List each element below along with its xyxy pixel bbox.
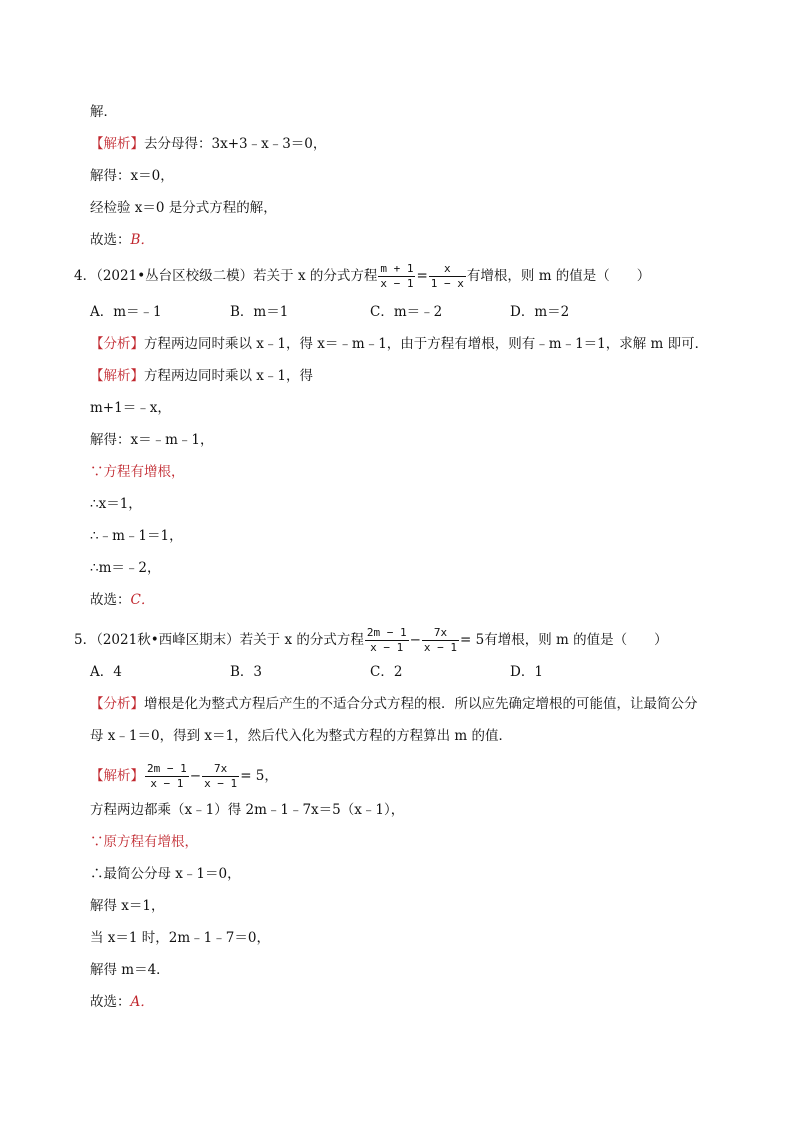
answer-prefix: 故选： (90, 232, 131, 248)
answer-line (90, 590, 154, 610)
fraction-numerator: x (429, 262, 466, 277)
question-4-stem (74, 262, 650, 291)
fraction (422, 626, 459, 655)
answer-line (90, 992, 154, 1012)
fenxi-text: 方程两边同时乘以 x﹣1，得 x＝﹣m﹣1，由于方程有增根，则有﹣m﹣1＝1，求解 m 即可． (144, 336, 709, 352)
fraction-denominator: x − 1 (380, 277, 414, 290)
step-line: 当 x＝1 时，2m﹣1﹣7＝0， (90, 930, 270, 946)
fraction-denominator: x − 1 (150, 777, 184, 790)
option-d: D．1 (510, 664, 543, 680)
jiexi-line (90, 366, 313, 386)
equals-sign: = (416, 268, 428, 284)
step-line: ∴﹣m﹣1＝1， (90, 528, 183, 544)
option-c: C．m＝﹣2 (370, 304, 443, 320)
jiexi-tag: 【解析】 (90, 136, 144, 152)
option-c: C．2 (370, 664, 403, 680)
fraction-denominator: 1 − x (430, 277, 464, 290)
jiexi-text: 方程两边同时乘以 x﹣1，得 (144, 368, 313, 384)
step-line: 解得 x＝1， (90, 898, 165, 914)
answer-choice: A． (130, 994, 154, 1010)
fraction-numerator: 2m − 1 (366, 626, 407, 639)
step-line: ∴m＝﹣2， (90, 560, 161, 576)
option-a: A．m＝﹣1 (90, 304, 162, 320)
step-line: 方程两边都乘（x﹣1）得 2m﹣1﹣7x＝5（x﹣1）， (90, 802, 405, 818)
question-4-options (90, 302, 650, 322)
question-5-suffix: 有增根，则 m 的值是（ ） (484, 632, 668, 648)
equals-five: = 5， (240, 768, 278, 784)
answer-prefix: 故选： (90, 994, 131, 1010)
fraction (202, 762, 239, 791)
analysis-text: 去分母得：3x+3﹣x﹣3＝0， (144, 136, 327, 152)
jiexi-line (90, 762, 278, 791)
jiexi-tag: 【解析】 (90, 368, 144, 384)
fraction-denominator: x − 1 (204, 777, 238, 790)
fraction-numerator: m + 1 (380, 262, 414, 275)
option-b: B．m＝1 (230, 304, 289, 320)
minus-sign: − (409, 632, 421, 648)
fraction-numerator: 2m − 1 (147, 762, 187, 775)
fraction-denominator: x − 1 (370, 641, 404, 654)
fenxi-text: 增根是化为整式方程后产生的不适合分式方程的根．所以应先确定增根的可能值，让最简公分 (144, 696, 698, 712)
equals-five: = 5 (460, 632, 485, 648)
question-5-options (90, 662, 650, 682)
step-line: m+1＝﹣x， (90, 400, 171, 416)
step-line: ∴x＝1， (90, 496, 142, 512)
text-line: 解． (90, 104, 117, 120)
fenxi-tag: 【分析】 (90, 696, 144, 712)
fraction (429, 262, 466, 291)
question-5-prefix: 5．（2021秋•西峰区期末）若关于 x 的分式方程 (74, 632, 364, 648)
question-4-prefix: 4．（2021•丛台区校级二模）若关于 x 的分式方程 (74, 268, 378, 284)
fenxi-line-continued: 母 x﹣1＝0，得到 x＝1，然后代入化为整式方程的方程算出 m 的值． (90, 728, 512, 744)
jiexi-tag: 【解析】 (90, 768, 144, 784)
fraction-numerator: 7x (422, 626, 459, 641)
question-4-suffix: 有增根，则 m 的值是（ ） (466, 268, 651, 284)
fenxi-line (90, 334, 708, 354)
answer-line (90, 230, 154, 250)
step-line: ∴最简公分母 x﹣1＝0， (90, 866, 241, 882)
fraction (145, 762, 189, 791)
answer-choice: B． (130, 232, 154, 248)
minus-sign: − (189, 768, 202, 784)
fenxi-tag: 【分析】 (90, 336, 144, 352)
step-line: ∵方程有增根， (90, 464, 185, 480)
step-line: ∵原方程有增根， (90, 834, 198, 850)
option-a: A．4 (90, 664, 122, 680)
answer-choice: C． (130, 592, 155, 608)
fraction-numerator: 7x (202, 762, 239, 777)
option-b: B．3 (230, 664, 263, 680)
step-line: 解得：x＝﹣m﹣1， (90, 432, 214, 448)
option-d: D．m＝2 (510, 304, 570, 320)
fraction (365, 626, 409, 655)
fenxi-line (90, 694, 698, 714)
fraction (378, 262, 415, 291)
analysis-line (90, 134, 326, 154)
answer-prefix: 故选： (90, 592, 131, 608)
step-line: 解得 m＝4． (90, 962, 170, 978)
solution-line: 解得：x＝0， (90, 168, 174, 184)
question-5-stem (74, 626, 668, 655)
check-line: 经检验 x＝0 是分式方程的解， (90, 200, 277, 216)
fraction-denominator: x − 1 (423, 641, 458, 654)
